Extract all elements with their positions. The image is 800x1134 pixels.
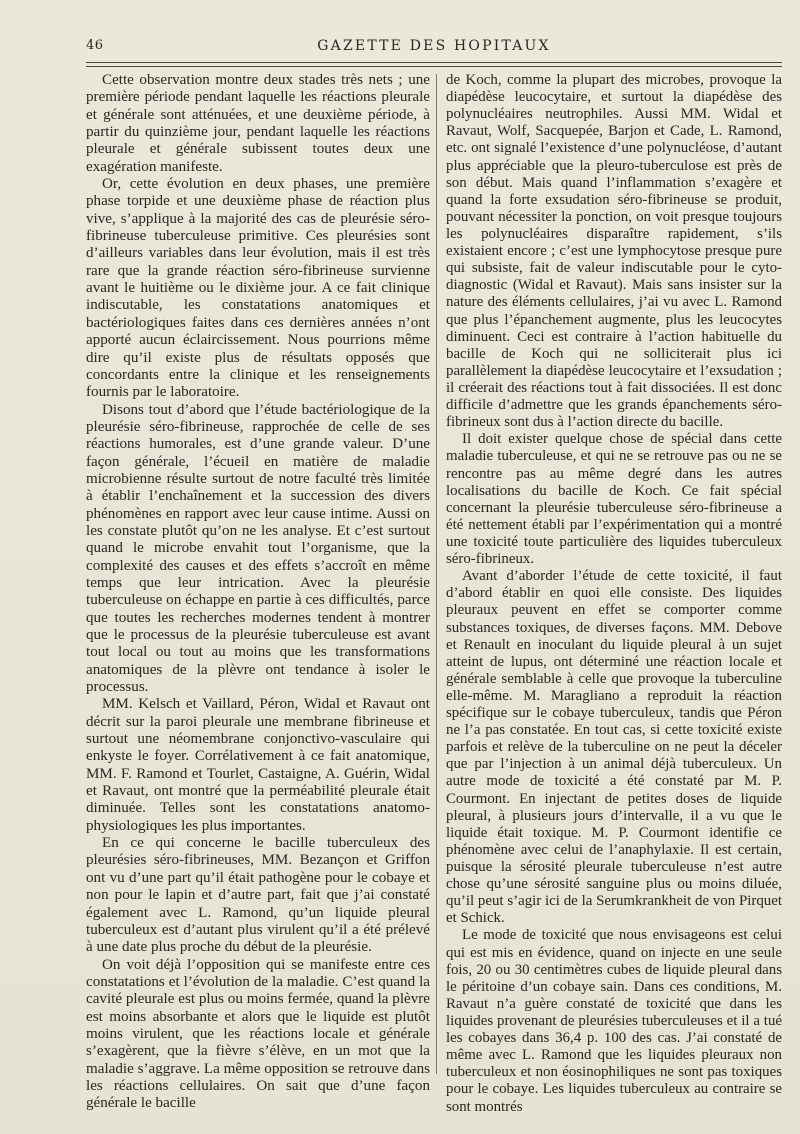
page-number: 46 (86, 38, 104, 53)
left-column (86, 72, 430, 1113)
paragraph: Avant d’aborder l’étude de cette toxicité, il faut d’abord établir en quoi elle consiste. Des liquides pleuraux peuvent en effet se comporter comme substances toxiques, de diverses façons. MM. Debove et Renault en inoculant du liquide pleural à un sujet atteint de lupus, ont déterminé une réaction locale et générale semblable à celle que provoque la tuberculine elle-même. M. Maragliano a reproduit la réaction spécifique sur le cobaye tuberculeux, tandis que Péron ne l’a pas constatée. En tout cas, si cette toxicité existe parfois et relève de la tuberculine on ne peut la déceler que par l’injection à un animal déjà tuberculeux. Un autre mode de toxicité a été constaté par M. P. Courmont. En injectant de petites doses de liquide pleural, à plusieurs jours d’intervalle, il a vu que le liquide était toxique. M. P. Courmont identifie ce phénomène avec celui de l’anaphylaxie. Il est certain, puisque la sérosité pleurale tuberculeuse n’est autre chose qu’une sérosité sanguine plus ou moins diluée, qu’il peut s’agir ici de la Serumkrankheit de von Pirquet et Schick. (446, 568, 782, 927)
journal-title: GAZETTE DES HOPITAUX (317, 38, 551, 54)
page-header (86, 38, 782, 62)
paragraph: Le mode de toxicité que nous envisageons est celui qui est mis en évidence, quand on injecte en une seule fois, 20 ou 30 centimètres cubes de liquide pleural dans le péritoine d’un cobaye sain. Dans ces conditions, M. Ravaut n’a guère constaté de toxicité que dans les liquides provenant de pleurésies tuberculeuses et il a tué les cobayes dans 36,4 p. 100 des cas. J’ai constaté de même avec L. Ramond que les liquides pleuraux non tuberculeux et non éosinophiliques ne sont pas toxiques pour le cobaye. Les liquides tuberculeux au contraire se sont montrés (446, 927, 782, 1115)
paragraph-continuation: de Koch, comme la plupart des microbes, provoque la diapédèse leucocytaire, et surtout la diapédèse des polynucléaires neutrophiles. Aussi MM. Widal et Ravaut, Wolf, Sacquepée, Barjon et Cade, L. Ramond, etc. ont signalé l’existence d’une polynucléose, d’autant plus appréciable que la pleuro-tuberculose est près de son début. Mais quand l’inflammation s’exagère et quand la forte exsudation séro-fibrineuse se produit, pouvant nécessiter la ponction, on voit presque toujours les polynucléaires disparaître rapidement, s’ils existaient encore ; c’est une lymphocytose presque pure qui subsiste, fait de valeur indiscutable pour le cyto-diagnostic (Widal et Ravaut). Mais sans insister sur la nature des éléments cellulaires, j’ai vu avec L. Ramond que plus l’épanchement augmente, plus les leucocytes diminuent. Ceci est contraire à l’action habituelle du bacille de Koch qui ne solliciterait plus ici parallèlement la diapédèse leucocytaire et l’exsudation ; il créerait des réactions tout à fait dissociées. Il est donc difficile d’admettre que les grands épanchements séro-fibrineux sont dus à l’action directe du bacille. (446, 72, 782, 431)
paragraph: Il doit exister quelque chose de spécial dans cette maladie tuberculeuse, et qui ne se retrouve pas ou ne se rencontre pas au même degré dans les autres localisations du bacille de Koch. Ce fait spécial concernant la pleurésie tuberculeuse séro-fibrineuse a été nettement établi par l’expérimentation qui a montré une toxicité toute particulière des liquides tuberculeux séro-fibrineux. (446, 431, 782, 568)
paragraph: MM. Kelsch et Vaillard, Péron, Widal et Ravaut ont décrit sur la paroi pleurale une membrane fibrineuse et surtout une néomembrane conjonctivo-vasculaire qui enkyste le foyer. Corrélativement à ce fait anatomique, MM. F. Ramond et Tourlet, Castaigne, A. Guérin, Widal et Ravaut, ont montré que la perméabilité pleurale était diminuée. Telles sont les constatations anatomo-physiologiques les plus importantes. (86, 696, 430, 834)
paragraph: Disons tout d’abord que l’étude bactériologique de la pleurésie séro-fibrineuse, rapprochée de celle de ses réactions humorales, est d’une grande valeur. D’une façon générale, l’écueil en matière de maladie microbienne résulte surtout de notre faculté très limitée à établir l’enchaînement et la succession des divers phénomènes en rapport avec leur cause intime. Aussi on les constate plutôt qu’on ne les analyse. Et c’est surtout quand le microbe envahit tout l’organisme, que la complexité des causes et des effets s’accroît en même temps que leur intrication. Avec la pleurésie tuberculeuse on échappe en partie à ces difficultés, parce que toutes les recherches modernes tendent à montrer que le processus de la pleurésie tuberculeuse est avant tout local ou tout au moins que les transformations anatomiques de la plèvre ont tendance à isoler le processus. (86, 401, 430, 696)
header-rule-thin (86, 62, 782, 63)
paragraph: Cette observation montre deux stades très nets ; une première période pendant laquelle les réactions pleurale et générale sont atténuées, et une deuxième période, à partir du quinzième jour, pendant laquelle les réactions pleurale et générale subissent toutes deux une exagération manifeste. (86, 72, 430, 175)
header-rule (86, 66, 782, 67)
paragraph: Or, cette évolution en deux phases, une première phase torpide et une deuxième phase de réaction plus vive, s’applique à la majorité des cas de pleurésie séro-fibrineuse tuberculeuse primitive. Ces pleurésies sont d’ailleurs variables dans leur évolution, mais il est très rare que la grande réaction séro-fibrineuse survienne avant le huitième ou le dixième jour. A ce fait clinique indiscutable, les constatations anatomiques et bactériologiques faites dans ces dernières années n’ont apporté aucun éclaircissement. Nous pourrions même dire qu’il existe plus de résultats opposés que concordants entre la clinique et les renseignements fournis par le laboratoire. (86, 176, 430, 401)
column-divider (436, 74, 437, 1074)
right-column (446, 72, 782, 1116)
paragraph: On voit déjà l’opposition qui se manifeste entre ces constatations et l’évolution de la maladie. C’est quand la cavité pleurale est plus ou moins fermée, quand la plèvre est moins absorbante et alors que le liquide est plutôt moins virulent, que les réactions locale et générale s’exagèrent, que la fièvre s’élève, en un mot que la maladie s’aggrave. La même opposition se retrouve dans les réactions cellulaires. On sait que d’une façon générale le bacille (86, 956, 430, 1112)
paragraph: En ce qui concerne le bacille tuberculeux des pleurésies séro-fibrineuses, MM. Bezançon et Griffon ont vu d’une part qu’il était pathogène pour le cobaye et non pour le lapin et d’autre part, fait que j’ai constaté également avec L. Ramond, qu’un liquide pleural tuberculeux est d’autant plus virulent qu’il a été prélevé à une date plus proche du début de la pleurésie. (86, 835, 430, 956)
